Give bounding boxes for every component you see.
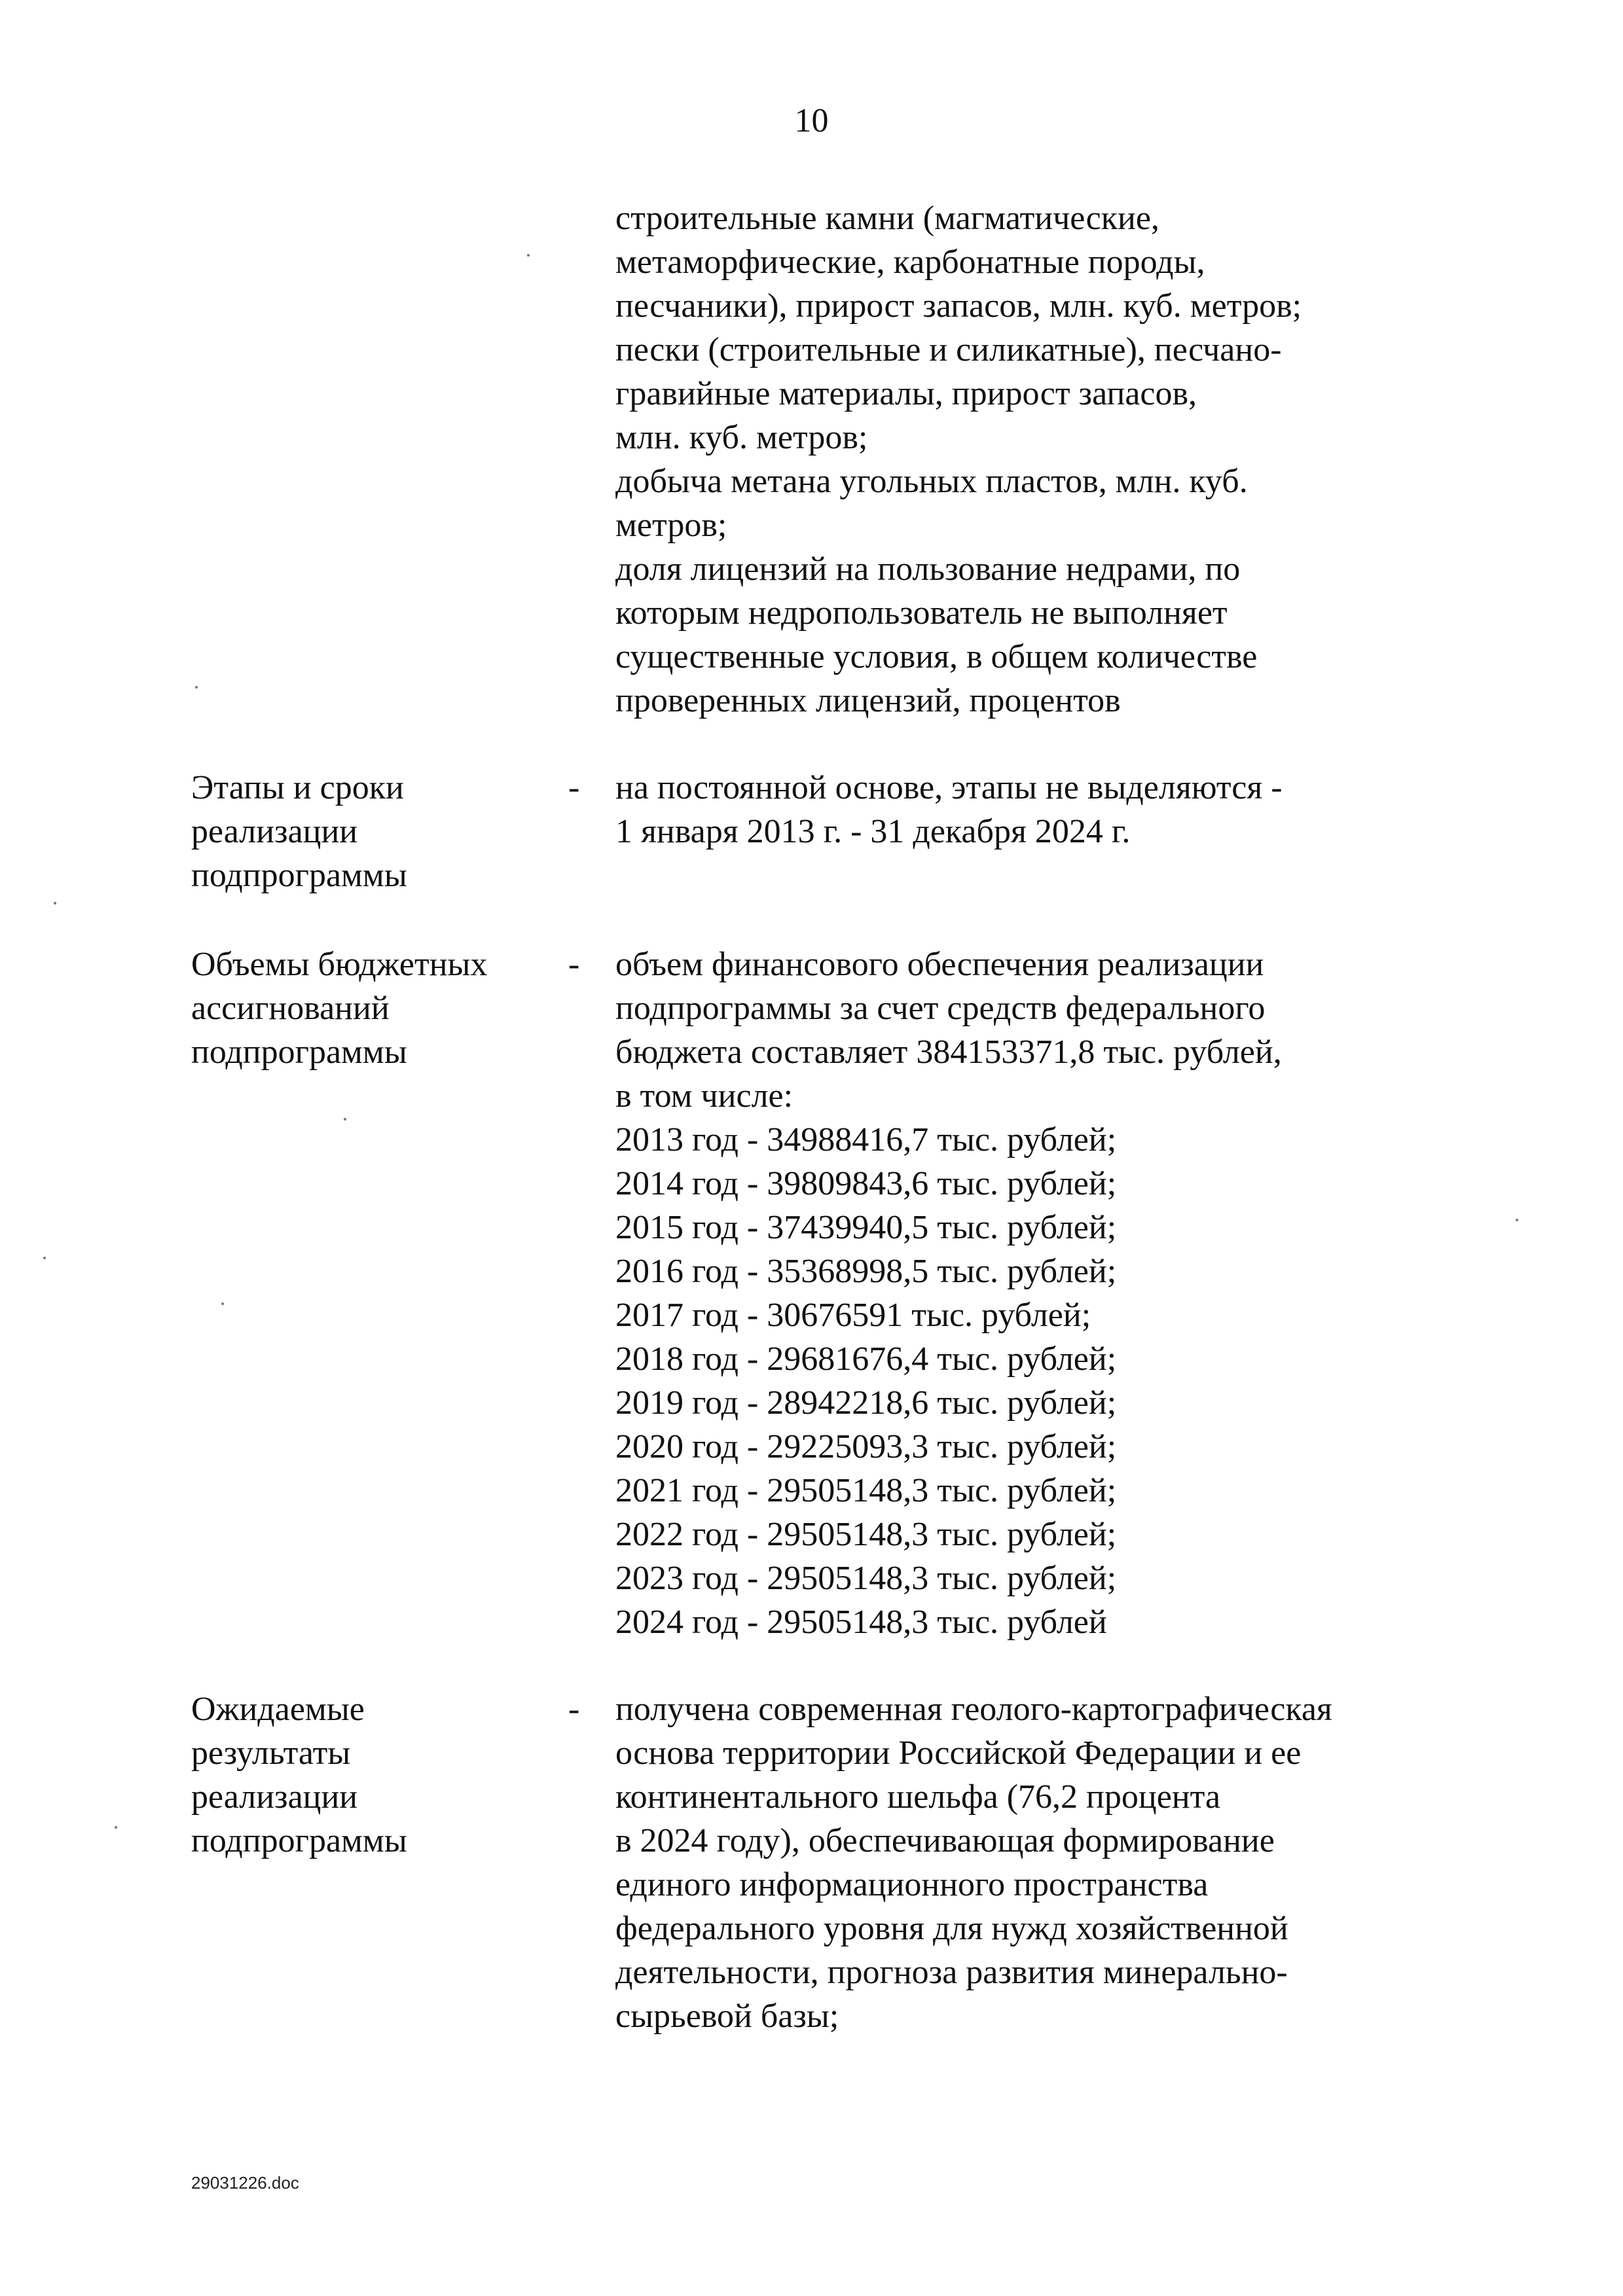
- label-line: подпрограммы: [191, 1033, 407, 1071]
- intro-line: метаморфические, карбонатные породы,: [615, 243, 1205, 281]
- content-line: бюджета составляет 384153371,8 тыс. рублей,: [615, 1033, 1282, 1071]
- label-line: подпрограммы: [191, 1822, 407, 1859]
- intro-line: гравийные материалы, прирост запасов,: [615, 375, 1197, 412]
- content-line: получена современная геолого-картографическая: [615, 1691, 1332, 1728]
- budget-year-line: 2018 год - 29681676,4 тыс. рублей;: [615, 1340, 1117, 1378]
- section-content: [615, 942, 1480, 1644]
- section-dash: -: [568, 1691, 580, 1728]
- budget-year-line: 2024 год - 29505148,3 тыс. рублей: [615, 1604, 1107, 1641]
- content-line: основа территории Российской Федерации и ее: [615, 1734, 1302, 1772]
- section-label: [191, 1687, 558, 1863]
- scan-speck: [1516, 1219, 1518, 1221]
- budget-year-line: 2021 год - 29505148,3 тыс. рублей;: [615, 1472, 1117, 1509]
- label-line: реализации: [191, 1778, 358, 1816]
- intro-line: строительные камни (магматические,: [615, 200, 1159, 237]
- content-line: на постоянной основе, этапы не выделяются -: [615, 769, 1283, 806]
- footer-filename: 29031226.doc: [191, 2173, 299, 2193]
- content-line: объем финансового обеспечения реализации: [615, 946, 1264, 983]
- scan-speck: [221, 1302, 224, 1305]
- section-dash: -: [568, 769, 580, 806]
- label-line: ассигнований: [191, 990, 390, 1027]
- section-content: [615, 1687, 1480, 2038]
- scan-speck: [115, 1826, 117, 1829]
- label-line: результаты: [191, 1734, 351, 1772]
- budget-year-line: 2017 год - 30676591 тыс. рублей;: [615, 1297, 1091, 1334]
- content-line: в 2024 году), обеспечивающая формирование: [615, 1822, 1275, 1859]
- budget-year-line: 2014 год - 39809843,6 тыс. рублей;: [615, 1165, 1117, 1202]
- budget-year-line: 2013 год - 34988416,7 тыс. рублей;: [615, 1121, 1117, 1158]
- section-dash: -: [568, 946, 580, 983]
- content-line: подпрограммы за счет средств федерального: [615, 990, 1266, 1027]
- scan-speck: [195, 686, 198, 689]
- intro-line: доля лицензий на пользование недрами, по: [615, 550, 1241, 588]
- section-label: [191, 942, 558, 1074]
- scan-speck: [54, 902, 56, 905]
- intro-line: добыча метана угольных пластов, млн. куб.: [615, 463, 1248, 500]
- content-line: единого информационного пространства: [615, 1866, 1209, 1903]
- content-line: деятельности, прогноза развития минерально-: [615, 1954, 1288, 1991]
- intro-text: [615, 196, 1480, 723]
- content-line: 1 января 2013 г. - 31 декабря 2024 г.: [615, 813, 1131, 850]
- budget-year-line: 2023 год - 29505148,3 тыс. рублей;: [615, 1560, 1117, 1597]
- scan-speck: [527, 254, 530, 257]
- label-line: Этапы и сроки: [191, 769, 404, 806]
- budget-year-line: 2022 год - 29505148,3 тыс. рублей;: [615, 1516, 1117, 1553]
- budget-year-line: 2020 год - 29225093,3 тыс. рублей;: [615, 1428, 1117, 1465]
- section-label: [191, 766, 558, 897]
- label-line: подпрограммы: [191, 857, 407, 894]
- intro-line: метров;: [615, 507, 727, 544]
- intro-line: которым недропользователь не выполняет: [615, 594, 1228, 632]
- content-line: сырьевой базы;: [615, 1998, 839, 2035]
- scan-speck: [344, 1118, 346, 1121]
- content-line: континентального шельфа (76,2 процента: [615, 1778, 1221, 1816]
- intro-line: проверенных лицензий, процентов: [615, 682, 1121, 719]
- budget-year-line: 2016 год - 35368998,5 тыс. рублей;: [615, 1253, 1117, 1290]
- intro-line: существенные условия, в общем количестве: [615, 638, 1258, 675]
- intro-line: млн. куб. метров;: [615, 419, 868, 456]
- section-content: [615, 766, 1480, 853]
- intro-line: песчаники), прирост запасов, млн. куб. метров;: [615, 287, 1302, 325]
- label-line: Объемы бюджетных: [191, 946, 488, 983]
- budget-year-line: 2019 год - 28942218,6 тыс. рублей;: [615, 1384, 1117, 1422]
- intro-line: пески (строительные и силикатные), песчано-: [615, 331, 1282, 368]
- scan-speck: [43, 1257, 46, 1259]
- page-number: 10: [794, 102, 829, 139]
- label-line: Ожидаемые: [191, 1691, 365, 1728]
- budget-year-line: 2015 год - 37439940,5 тыс. рублей;: [615, 1209, 1117, 1246]
- content-line: в том числе:: [615, 1077, 793, 1115]
- content-line: федерального уровня для нужд хозяйственной: [615, 1910, 1288, 1947]
- label-line: реализации: [191, 813, 358, 850]
